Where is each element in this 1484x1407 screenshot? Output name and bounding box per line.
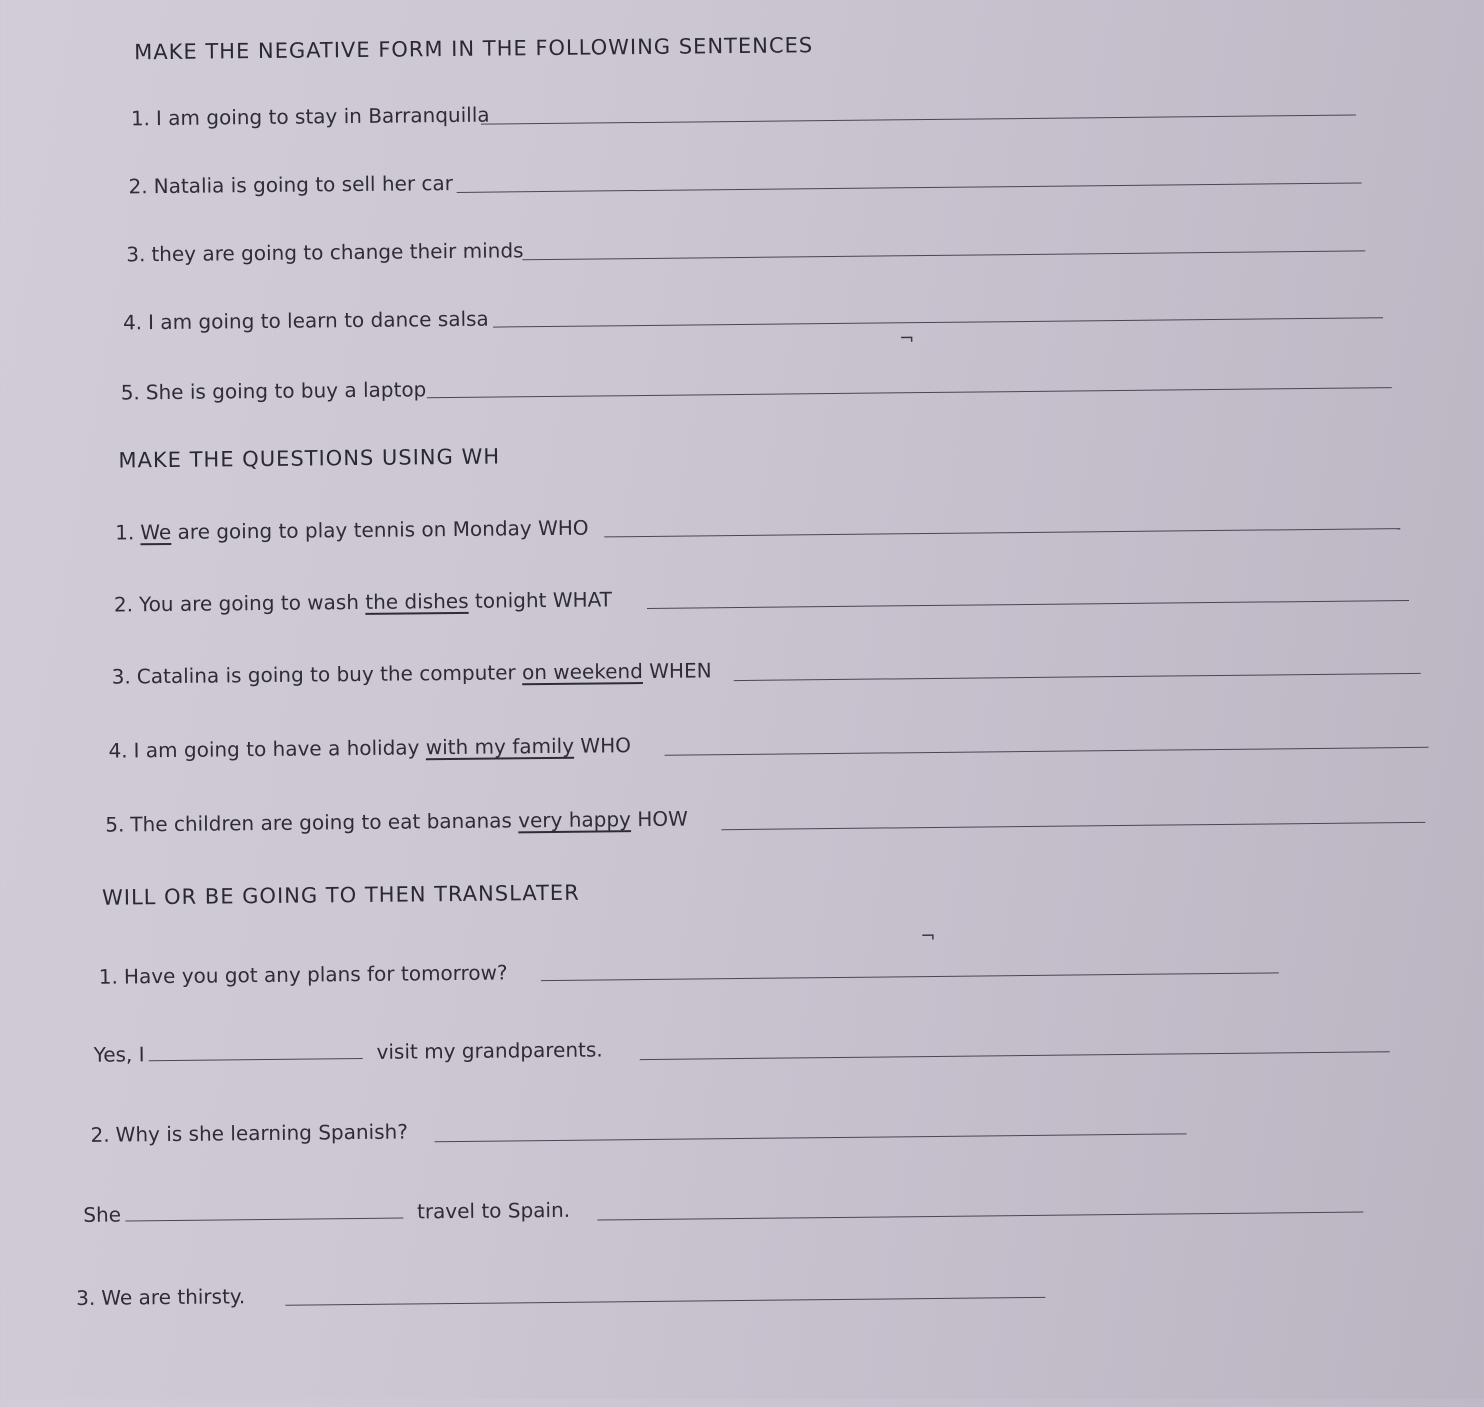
section2-item-3 bbox=[112, 658, 712, 688]
answer-blank-3-3[interactable] bbox=[285, 1297, 1045, 1306]
section3-answer-1 bbox=[94, 1037, 603, 1066]
item-number: 1. bbox=[131, 106, 150, 130]
sentence-text-after: WHO bbox=[574, 733, 631, 758]
answer-blank-2-3[interactable] bbox=[734, 673, 1421, 681]
item-number: 3. bbox=[126, 242, 145, 266]
item-number: 5. bbox=[121, 380, 140, 404]
section3-title: WILL OR BE GOING TO THEN TRANSLATER bbox=[102, 881, 580, 910]
question-text: Have you got any plans for tomorrow? bbox=[124, 960, 508, 988]
answer-blank-2-1[interactable] bbox=[604, 528, 1400, 537]
underlined-phrase: with my family bbox=[426, 734, 574, 760]
section1-item-1 bbox=[131, 103, 490, 131]
question-text: We are thirsty. bbox=[101, 1284, 245, 1310]
underlined-phrase: very happy bbox=[518, 807, 631, 832]
answer-blank-3-1[interactable] bbox=[541, 972, 1279, 981]
item-number: 3. bbox=[76, 1286, 95, 1310]
item-number: 2. bbox=[90, 1123, 109, 1147]
answer-blank-2-4[interactable] bbox=[665, 747, 1429, 756]
sentence-text: they are going to change their minds bbox=[151, 238, 523, 266]
answer-blank-1-4[interactable] bbox=[493, 317, 1383, 327]
answer-suffix: visit my grandparents. bbox=[376, 1037, 602, 1063]
section2-item-2 bbox=[114, 587, 612, 616]
underlined-phrase: the dishes bbox=[365, 589, 469, 614]
section3-question-3 bbox=[76, 1284, 245, 1310]
sentence-text: Natalia is going to sell her car bbox=[154, 171, 454, 198]
section1-item-5 bbox=[121, 377, 427, 404]
item-number: 4. bbox=[123, 310, 142, 334]
section1-item-3 bbox=[126, 238, 523, 266]
answer-blank-1-5[interactable] bbox=[427, 387, 1392, 398]
fill-blank[interactable] bbox=[149, 1057, 363, 1061]
item-number: 1. bbox=[99, 965, 118, 989]
answer-blank-1-3[interactable] bbox=[522, 250, 1365, 260]
section1-item-2 bbox=[128, 171, 453, 198]
section2-item-4 bbox=[108, 733, 631, 762]
answer-blank-2-5[interactable] bbox=[721, 822, 1425, 830]
answer-blank-3-2[interactable] bbox=[435, 1133, 1187, 1142]
sentence-text-before: The children are going to eat bananas bbox=[130, 808, 518, 836]
underlined-phrase: on weekend bbox=[522, 659, 643, 684]
sentence-text-after: HOW bbox=[631, 807, 688, 832]
item-number: 3. bbox=[112, 664, 131, 688]
sentence-text: I am going to stay in Barranquilla bbox=[156, 103, 490, 130]
section3-question-1 bbox=[99, 960, 508, 988]
section3-question-2 bbox=[90, 1120, 408, 1147]
section1-title: MAKE THE NEGATIVE FORM IN THE FOLLOWING SENTENCES bbox=[134, 33, 813, 64]
sentence-text-before: You are going to wash bbox=[139, 590, 365, 616]
answer-prefix: Yes, I bbox=[94, 1042, 145, 1067]
section2-item-5 bbox=[105, 807, 688, 837]
item-number: 2. bbox=[128, 174, 147, 198]
fill-blank[interactable] bbox=[125, 1217, 403, 1222]
pen-mark: ¬ bbox=[920, 926, 935, 947]
section2-title: MAKE THE QUESTIONS USING WH bbox=[118, 444, 500, 472]
section3-answer-2 bbox=[83, 1198, 570, 1227]
sentence-text-after: are going to play tennis on Monday WHO bbox=[171, 516, 589, 544]
translation-blank-2[interactable] bbox=[597, 1212, 1363, 1221]
sentence-text-after: tonight WHAT bbox=[468, 587, 612, 613]
item-number: 1. bbox=[115, 520, 134, 544]
item-number: 4. bbox=[108, 738, 127, 762]
underlined-word: We bbox=[140, 520, 171, 544]
answer-suffix: travel to Spain. bbox=[417, 1198, 570, 1224]
answer-blank-1-2[interactable] bbox=[457, 182, 1362, 192]
answer-blank-2-2[interactable] bbox=[647, 600, 1409, 609]
section1-item-4 bbox=[123, 307, 489, 335]
item-number: 2. bbox=[114, 592, 133, 616]
translation-blank-1[interactable] bbox=[640, 1051, 1390, 1060]
sentence-text-before: I am going to have a holiday bbox=[133, 735, 425, 762]
sentence-text-before: Catalina is going to buy the computer bbox=[137, 660, 522, 688]
pen-mark: ¬ bbox=[899, 328, 914, 349]
sentence-text: I am going to learn to dance salsa bbox=[148, 307, 489, 335]
sentence-text: She is going to buy a laptop bbox=[146, 377, 427, 404]
answer-blank-1-1[interactable] bbox=[481, 115, 1356, 125]
question-text: Why is she learning Spanish? bbox=[115, 1120, 408, 1147]
sentence-text-after: WHEN bbox=[643, 658, 712, 683]
item-number: 5. bbox=[105, 812, 124, 836]
answer-prefix: She bbox=[83, 1203, 121, 1227]
section2-item-1 bbox=[115, 516, 589, 545]
